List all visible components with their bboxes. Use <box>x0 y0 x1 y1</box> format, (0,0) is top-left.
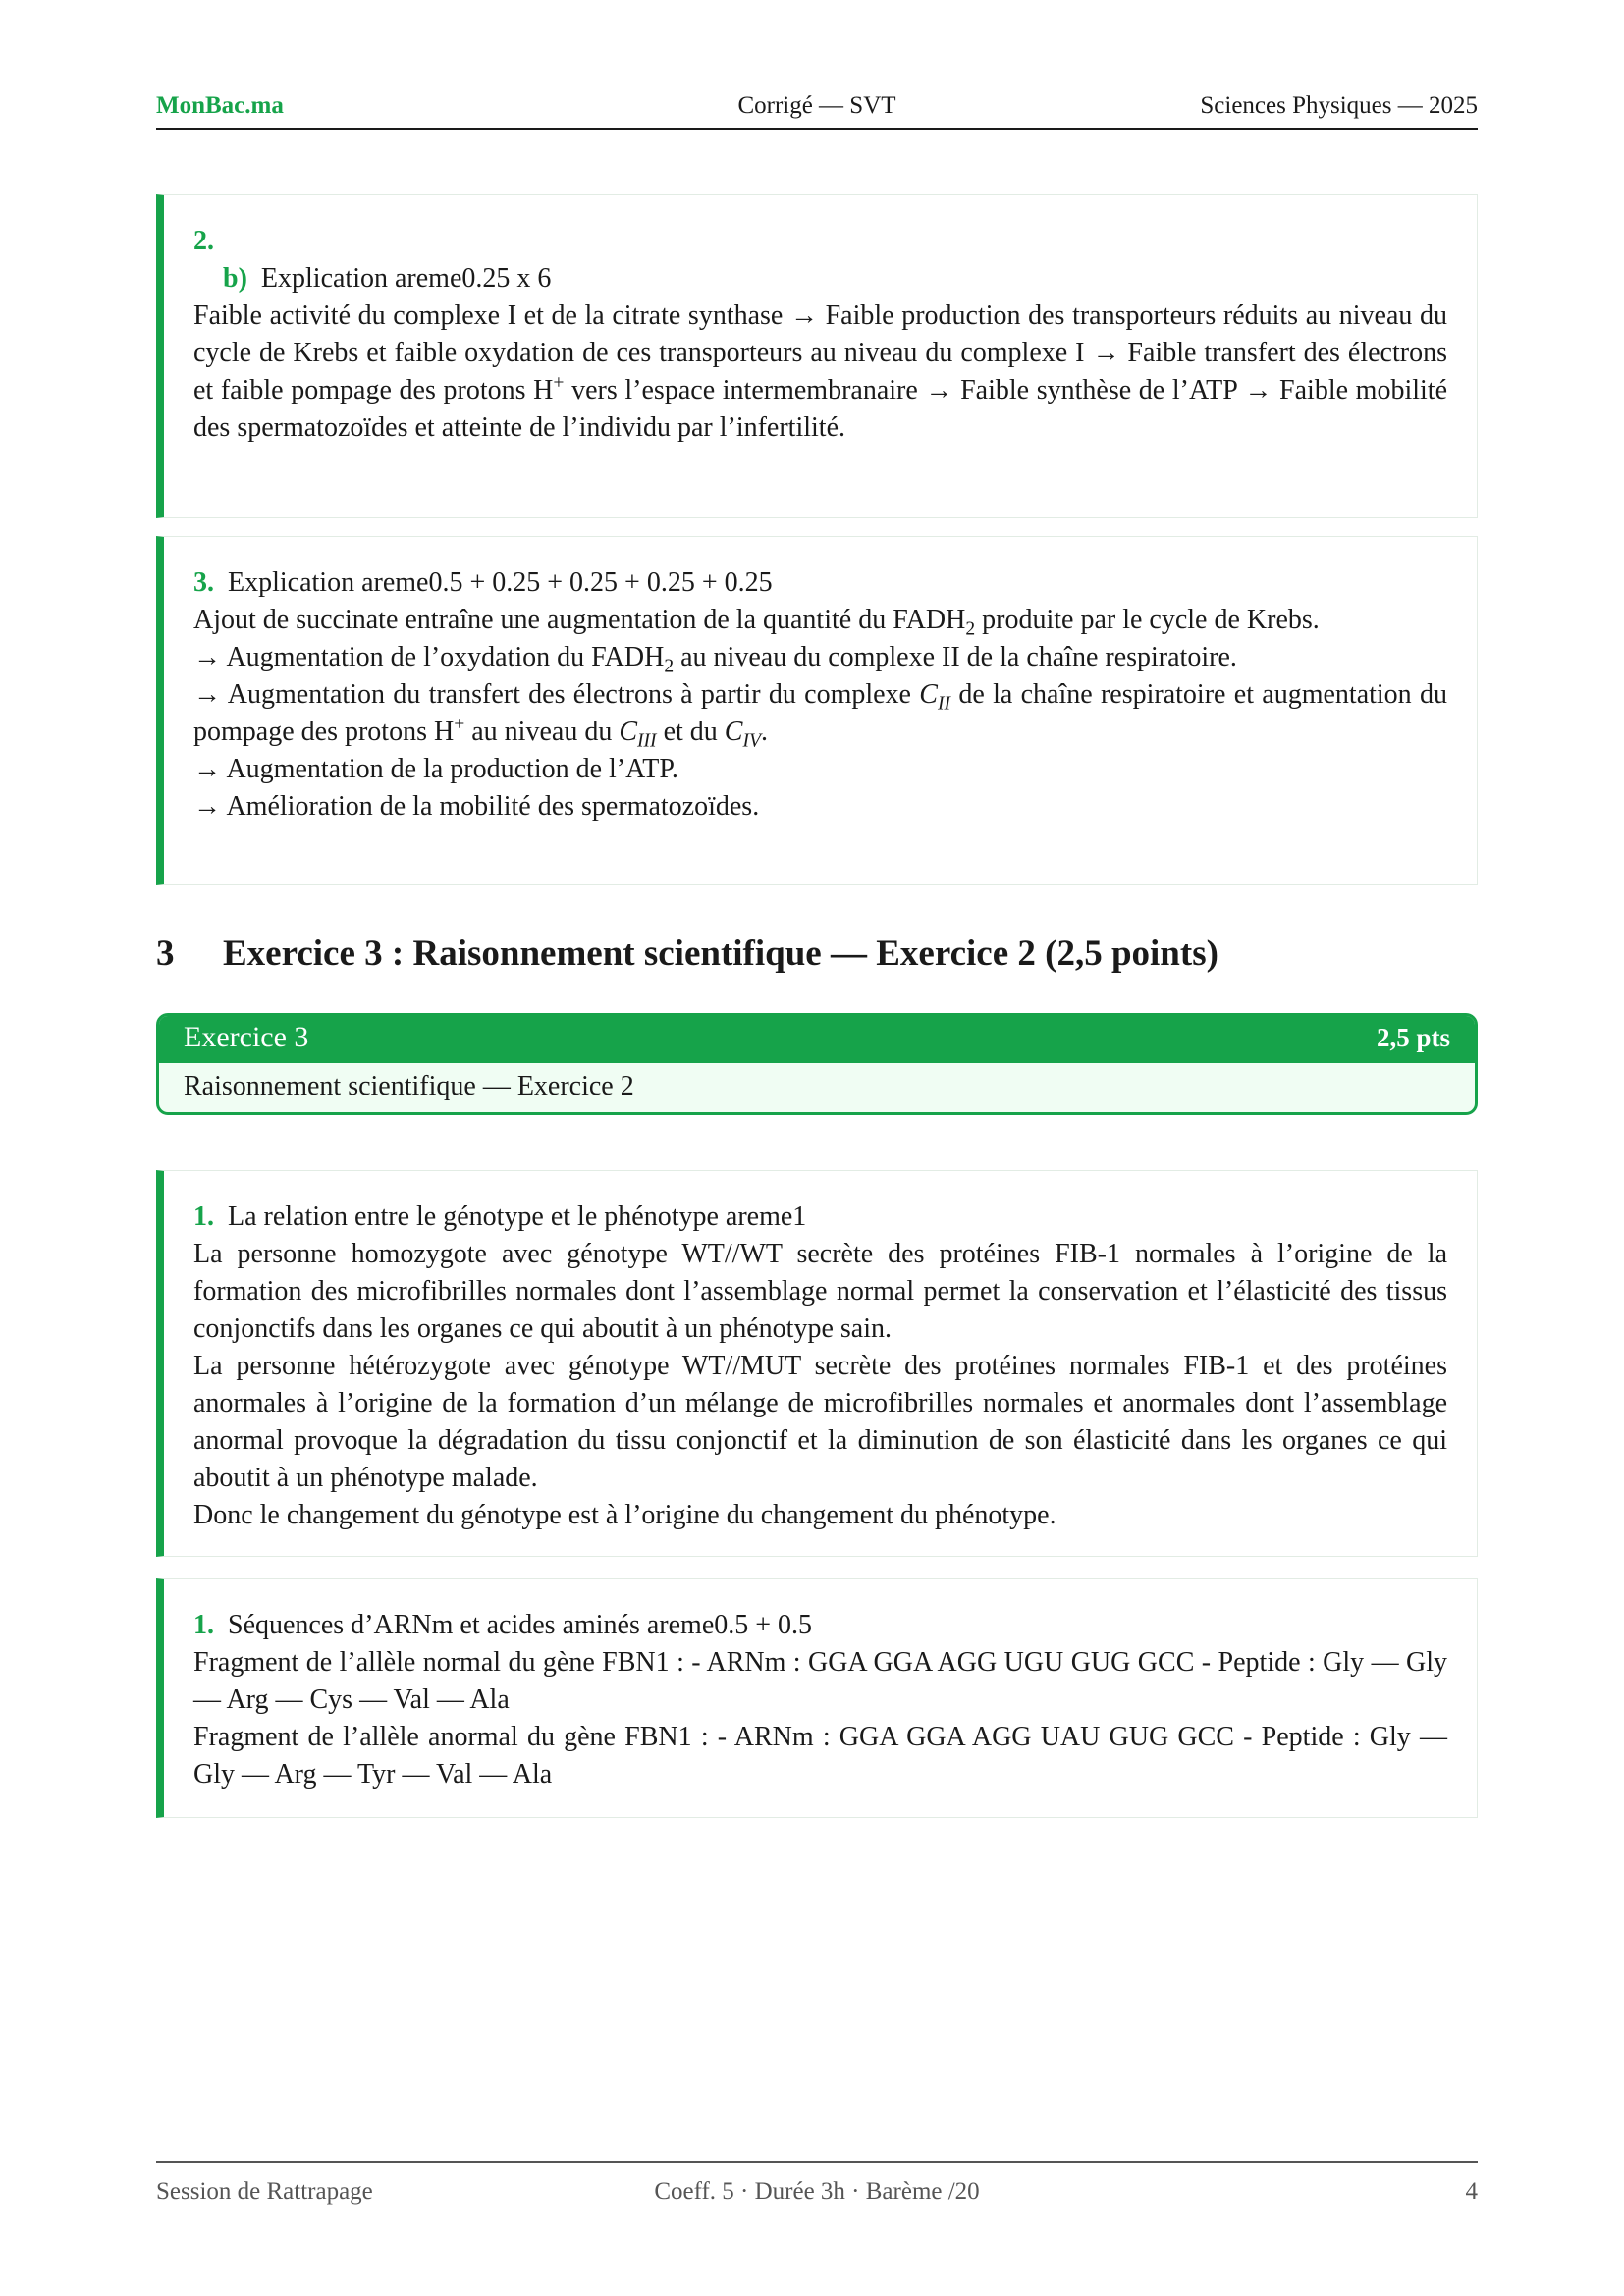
footer-info: Coeff. 5 · Durée 3h · Barème /20 <box>654 2178 980 2205</box>
brand-logo-text: MonBac.ma <box>156 92 284 119</box>
sub-question-label: b) <box>223 263 247 294</box>
footer-session: Session de Rattrapage <box>156 2178 373 2205</box>
header-series: Sciences Physiques — 2025 <box>1200 92 1478 119</box>
answer-line: → Amélioration de la mobilité des spermatozoïdes. <box>193 791 760 822</box>
answer-paragraph: Fragment de l’allèle anormal du gène FBN1 : - ARNm : GGA GGA AGG UAU GUG GCC - Peptide : Gly — Gly — Arg — Tyr — Val — Ala <box>193 1722 1447 1789</box>
answer-paragraph: Donc le changement du génotype est à l’origine du changement du phénotype. <box>193 1500 1056 1530</box>
answer-box-e1 <box>156 1170 1478 1557</box>
answer-box-q3 <box>156 536 1478 885</box>
answer-text: Faible activité du complexe I et de la citrate synthase → Faible production des transporteurs réduits au niveau du cycle de Krebs et faible oxydation de ces transporteurs au niveau du complexe I → Faible transfert des électrons et faible pompage des protons H+ vers l’espace intermembranaire → Faible synthèse de l’ATP → Faible mobilité des spermatozoïdes et atteinte de l’individu par l’infertilité. <box>193 300 1447 443</box>
answer-line: → Augmentation du transfert des électrons à partir du complexe $C_{II}$ de la chaîne respiratoire et augmentation du pompage des protons H+ au niveau du $C_{III}$ et du $C_{IV}$. <box>193 679 1447 752</box>
section-number: 3 <box>156 934 175 974</box>
page-number: 4 <box>1465 2178 1478 2205</box>
answer-line: Ajout de succinate entraîne une augmentation de la quantité du $FADH_2$ produite par le cycle de Krebs. <box>193 605 1320 640</box>
exercise-subtitle: Raisonnement scientifique — Exercice 2 <box>184 1071 634 1101</box>
section-title: Exercice 3 : Raisonnement scientifique — Exercice 2 (2,5 points) <box>223 934 1218 974</box>
question-number: 1. <box>193 1201 214 1232</box>
answer-paragraph: La personne homozygote avec génotype WT//WT secrète des protéines FIB-1 normales à l’origine de la formation des microfibrilles normales dont l’assemblage normal permet la conservation et l’élasticité des tissus conjonctifs dans les organes ce qui aboutit à un phénotype sain. <box>193 1239 1447 1344</box>
answer-paragraph: La personne hétérozygote avec génotype WT//MUT secrète des protéines normales FIB-1 et des protéines anormales à l’origine de la formation d’un mélange de microfibrilles normales et anormales dont l’assemblage anormal provoque la dégradation du tissu conjonctif et la diminution de son élasticité dans les organes ce qui aboutit à un phénotype malade. <box>193 1351 1447 1493</box>
answer-box-e2 <box>156 1578 1478 1818</box>
exercise-title: Exercice 3 <box>184 1021 309 1053</box>
question-number: 3. <box>193 567 214 598</box>
exercise-banner <box>156 1013 1478 1115</box>
exercise-points: 2,5 pts <box>1376 1023 1450 1052</box>
answer-box-q2 <box>156 194 1478 518</box>
question-number: 1. <box>193 1610 214 1640</box>
question-title: Explication areme0.5 + 0.25 + 0.25 + 0.25 + 0.25 <box>228 567 773 598</box>
page-footer <box>156 2161 1478 2212</box>
answer-line: → Augmentation de la production de l’ATP. <box>193 754 678 784</box>
question-number: 2. <box>193 226 214 256</box>
page-header <box>156 90 1478 130</box>
answer-paragraph: Fragment de l’allèle normal du gène FBN1 : - ARNm : GGA GGA AGG UGU GUG GCC - Peptide : Gly — Gly — Arg — Cys — Val — Ala <box>193 1647 1447 1715</box>
answer-line: → Augmentation de l’oxydation du $FADH_2$ au niveau du complexe II de la chaîne respiratoire. <box>193 642 1237 677</box>
section-heading <box>156 933 1478 975</box>
sub-question-title: Explication areme0.25 x 6 <box>260 263 552 294</box>
question-title: La relation entre le génotype et le phénotype areme1 <box>228 1201 807 1232</box>
question-title: Séquences d’ARNm et acides aminés areme0.5 + 0.5 <box>228 1610 813 1640</box>
header-subject: Corrigé — SVT <box>737 92 896 119</box>
exercise-banner-header <box>159 1016 1475 1063</box>
